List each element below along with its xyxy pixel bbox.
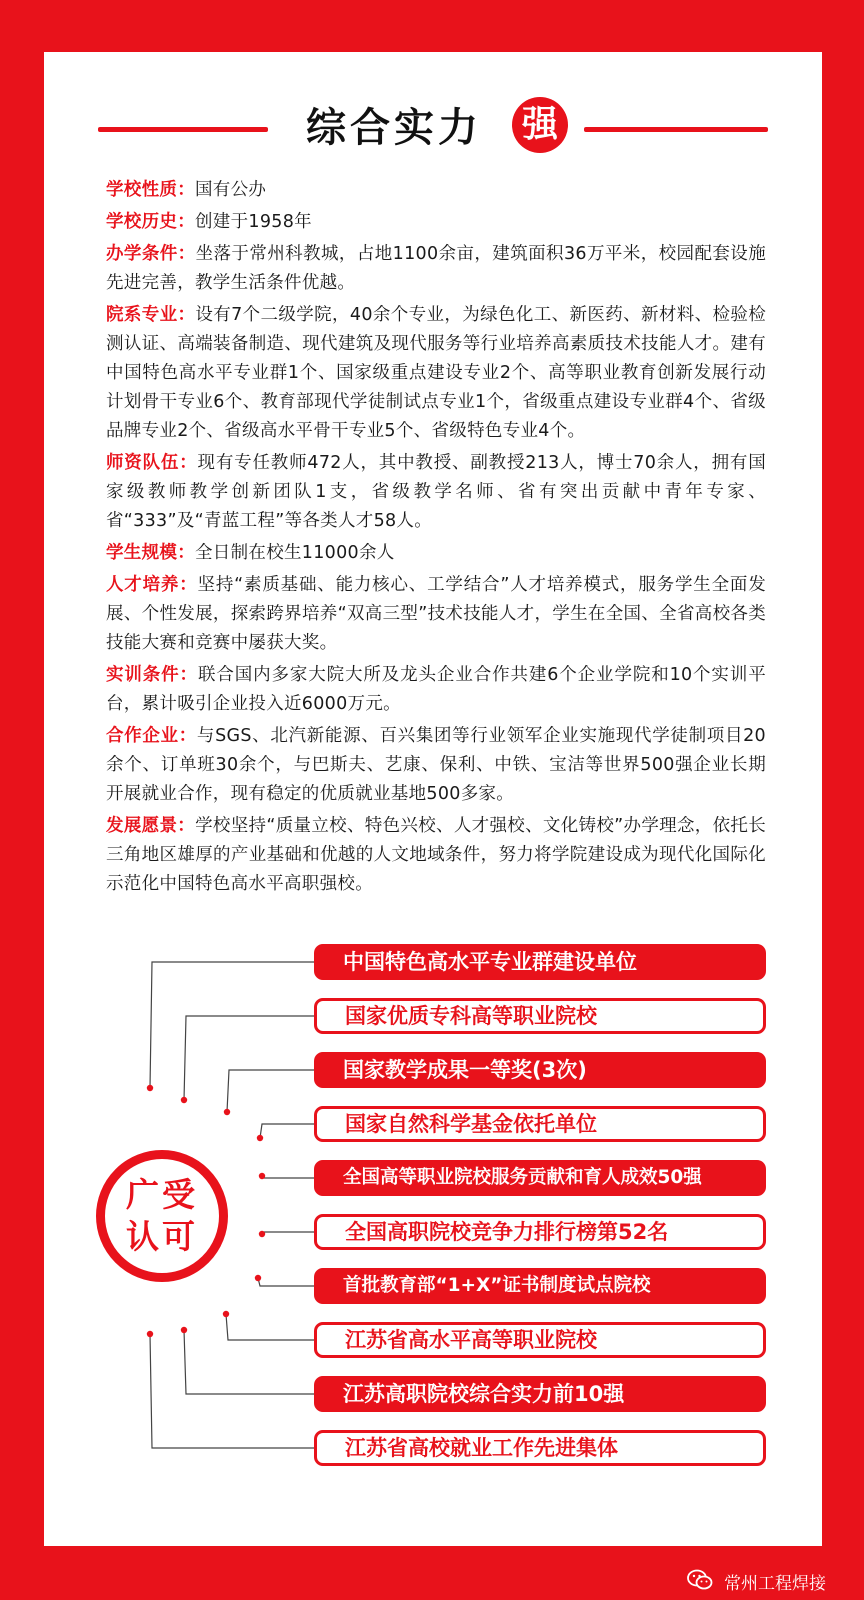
connector-dot [259,1173,265,1179]
info-label: 学校性质： [106,180,195,200]
honor-item: 江苏省高校就业工作先进集体 [314,1430,766,1466]
info-label: 实训条件： [106,665,198,685]
connector-dot [147,1331,153,1337]
watermark [687,1569,826,1595]
badge-line-1: 广受 [126,1175,198,1214]
info-label: 学生规模： [106,543,195,563]
info-paragraph [106,208,766,237]
title-rule-right [584,127,768,132]
connector-dot [181,1327,187,1333]
info-text: 全日制在校生11000余人 [195,543,395,563]
connector-line [262,1232,314,1234]
info-section [106,176,766,902]
connector-line [150,962,314,1088]
info-paragraph [106,301,766,446]
info-paragraph [106,539,766,568]
info-text: 坐落于常州科教城，占地1100余亩，建筑面积36万平米，校园配套设施先进完善，教学生活条件优越。 [106,244,766,293]
info-paragraph [106,449,766,536]
honor-item: 国家优质专科高等职业院校 [314,998,766,1034]
honor-item: 国家教学成果一等奖(3次) [314,1052,766,1088]
honor-item: 中国特色高水平专业群建设单位 [314,944,766,980]
badge-line-2: 认可 [126,1217,198,1256]
info-paragraph [106,571,766,658]
connector-dot [255,1275,261,1281]
connector-dot [257,1135,263,1141]
connector-dot [224,1109,230,1115]
info-text: 与SGS、北汽新能源、百兴集团等行业领军企业实施现代学徒制项目20余个、订单班30余个，与巴斯夫、艺康、保利、中铁、宝洁等世界500强企业长期开展就业合作，现有稳定的优质就业基地500多家。 [106,726,766,804]
honor-item: 国家自然科学基金依托单位 [314,1106,766,1142]
honor-item: 全国高等职业院校服务贡献和育人成效50强 [314,1160,766,1196]
connector-line [258,1278,314,1286]
honor-item: 全国高职院校竞争力排行榜第52名 [314,1214,766,1250]
honors-section [44,942,822,1502]
info-text: 学校坚持“质量立校、特色兴校、人才强校、文化铸校”办学理念，依托长三角地区雄厚的产业基础和优越的人文地域条件，努力将学院建设成为现代化国际化示范化中国特色高水平高职强校。 [106,816,767,894]
connector-dot [181,1097,187,1103]
info-paragraph [106,722,766,809]
honor-item: 首批教育部“1+X”证书制度试点院校 [314,1268,766,1304]
info-text: 联合国内多家大院大所及龙头企业合作共建6个企业学院和10个实训平台，累计吸引企业投入近6000万元。 [106,665,767,714]
info-paragraph [106,812,766,899]
connector-dot [147,1085,153,1091]
info-paragraph [106,240,766,298]
info-paragraph [106,176,766,205]
info-text: 国有公办 [195,180,267,200]
honor-item: 江苏高职院校综合实力前10强 [314,1376,766,1412]
recognition-badge [96,1150,228,1282]
info-label: 办学条件： [106,244,196,264]
connector-dot [223,1311,229,1317]
watermark-text: 常州工程焊接 [724,1574,826,1594]
connector-line [150,1334,314,1448]
info-text: 创建于1958年 [195,212,312,232]
connector-line [262,1176,314,1178]
title-row [44,97,822,161]
info-label: 发展愿景： [106,816,196,836]
honor-item: 江苏省高水平高等职业院校 [314,1322,766,1358]
info-label: 人才培养： [106,575,198,595]
connector-line [184,1016,314,1100]
info-label: 学校历史： [106,212,195,232]
info-text: 坚持“素质基础、能力核心、工学结合”人才培养模式，服务学生全面发展、个性发展，探索跨界培养“双高三型”技术技能人才，学生在全国、全省高校各类技能大赛和竞赛中屡获大奖。 [106,575,767,653]
title-badge: 强 [512,97,568,153]
content-card [44,52,822,1546]
info-text: 现有专任教师472人，其中教授、副教授213人，博士70余人，拥有国家级教师教学创新团队1支，省级教学名师、省有突出贡献中青年专家、省“333”及“青蓝工程”等各类人才58人。 [106,453,767,531]
info-label: 合作企业： [106,726,197,746]
info-label: 师资队伍： [106,453,198,473]
info-label: 院系专业： [106,305,196,325]
connector-line [227,1070,314,1112]
page-title: 综合实力 [306,105,482,151]
wechat-icon [687,1569,713,1599]
connector-line [260,1124,314,1138]
info-text: 设有7个二级学院，40余个专业，为绿色化工、新医药、新材料、检验检测认证、高端装备制造、现代建筑及现代服务等行业培养高素质技术技能人才。建有中国特色高水平专业群1个、国家级重点建设专业2个、高等职业教育创新发展行动计划骨干专业6个、教育部现代学徒制试点专业1个，省级重点建设专业群4个、省级品牌专业2个、省级高水平骨干专业5个、省级特色专业4个。 [106,305,766,441]
connector-dot [259,1231,265,1237]
connector-line [226,1314,314,1340]
title-rule-left [98,127,268,132]
info-paragraph [106,661,766,719]
